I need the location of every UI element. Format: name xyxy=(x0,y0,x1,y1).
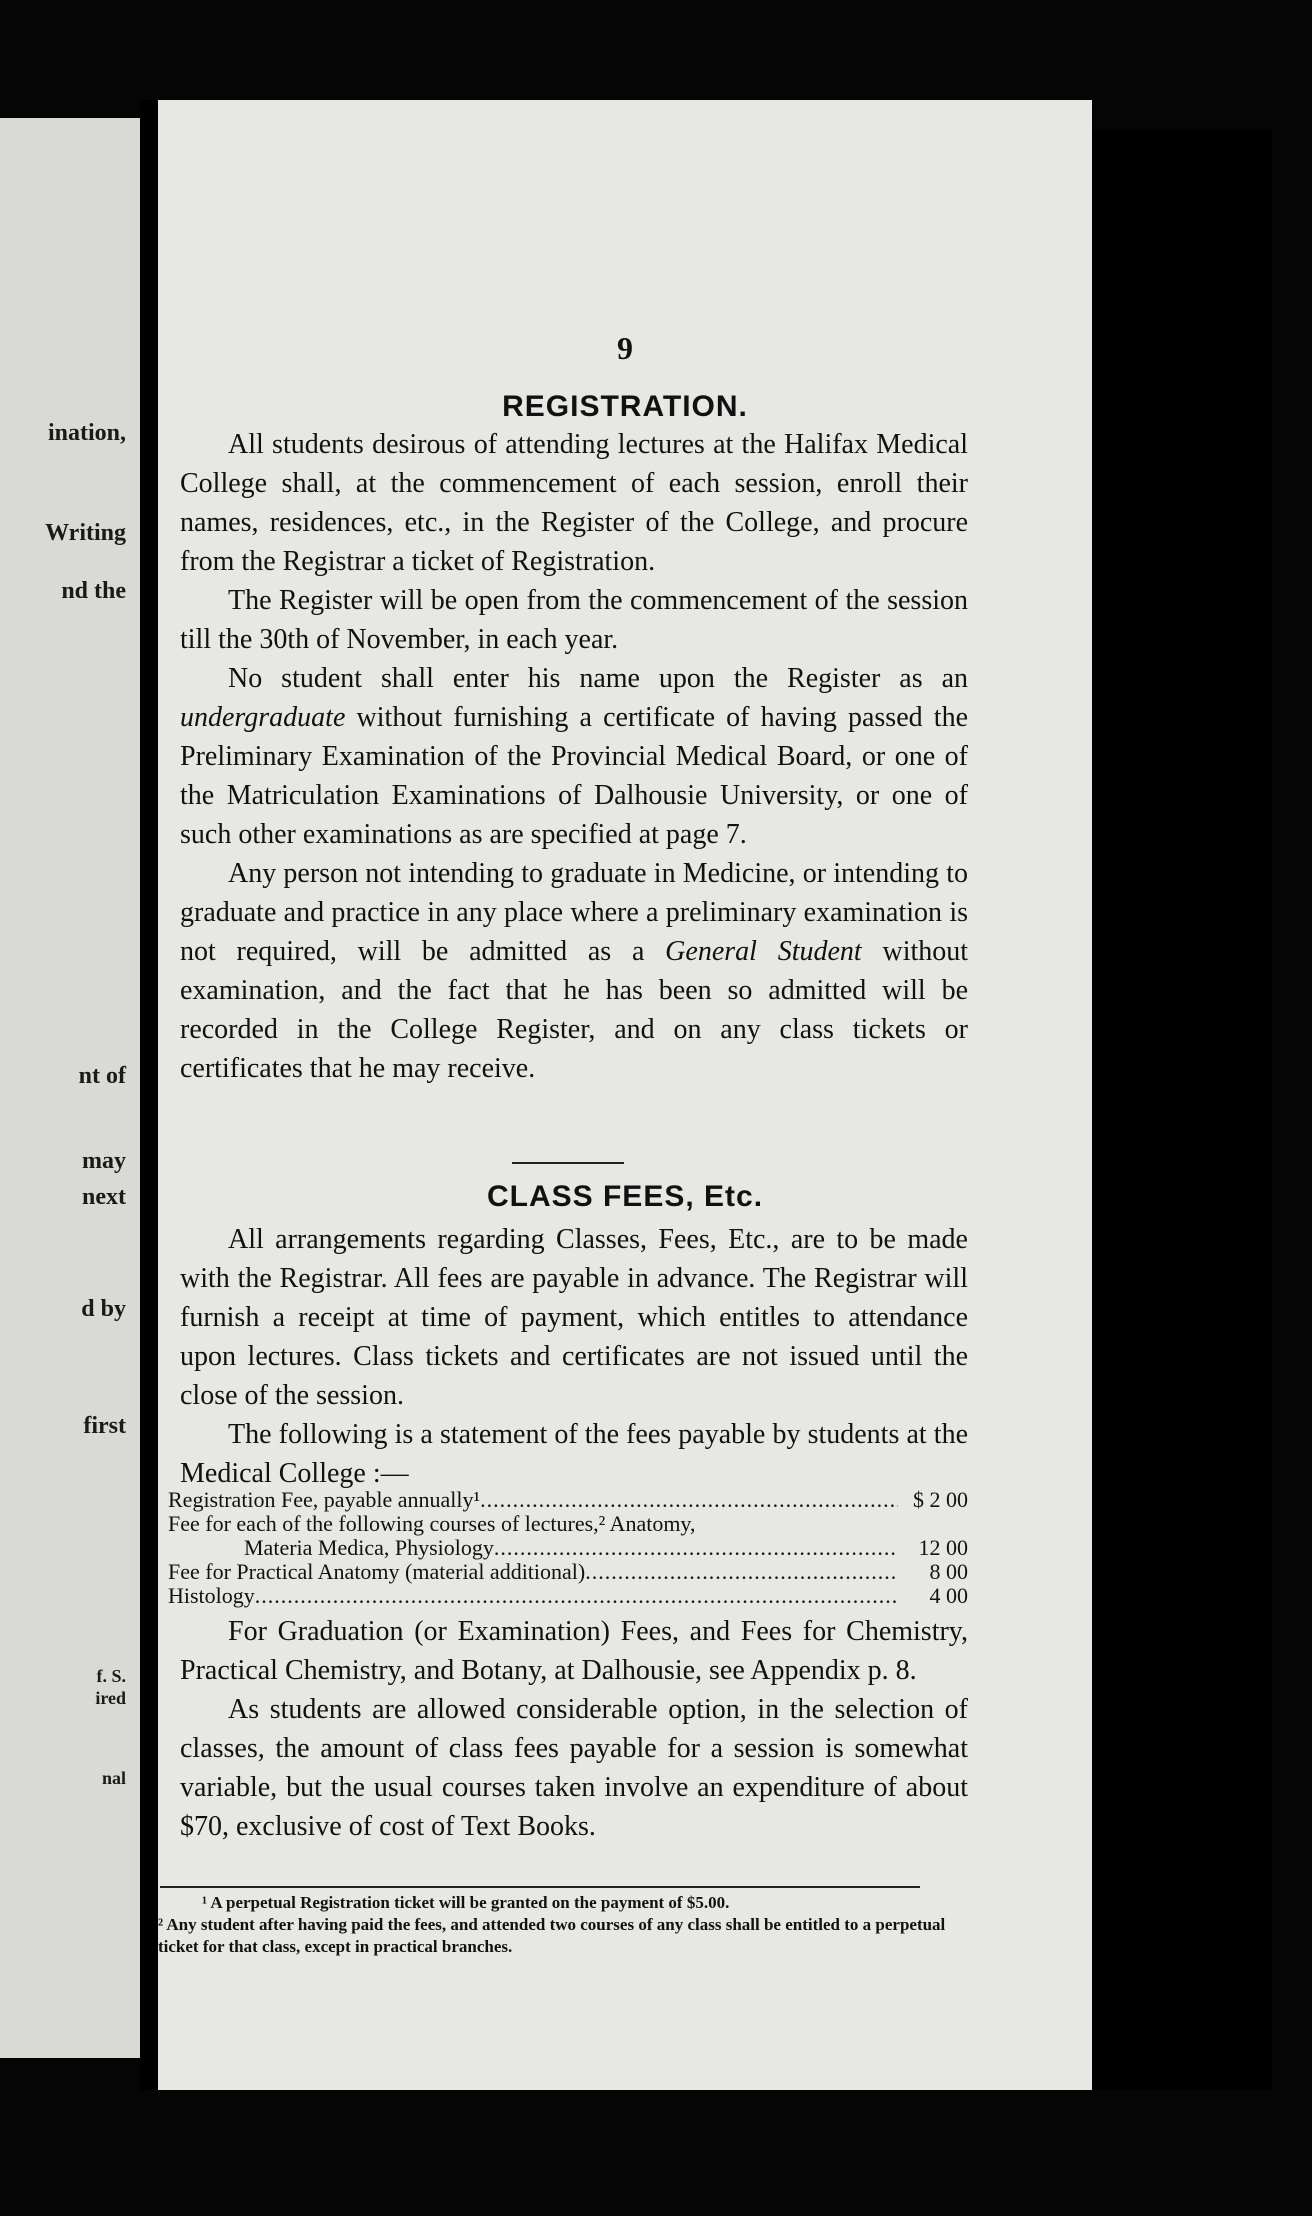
class-fees-heading: CLASS FEES, Etc. xyxy=(486,1180,764,1213)
left-fragment: d by xyxy=(81,1296,126,1322)
fee-row xyxy=(168,1488,968,1512)
registration-section xyxy=(180,425,968,1088)
class-fees-paragraph: All arrangements regarding Classes, Fees, Etc., are to be made with the Registrar. All fees are payable in advance. The Registrar will furnish a receipt at time of payment, which entitles to attendance upon lectures. Class tickets and certificates are not issued until the close of the session. xyxy=(180,1224,968,1411)
fee-table xyxy=(168,1488,968,1608)
class-fees-paragraph: For Graduation (or Examination) Fees, and Fees for Chemistry, Practical Chemistry, and Botany, at Dalhousie, see Appendix p. 8. xyxy=(180,1616,968,1686)
fee-label: Materia Medica, Physiology xyxy=(244,1535,494,1560)
dot-leader xyxy=(494,1536,898,1560)
fee-amount: $ 2 00 xyxy=(913,1487,968,1512)
section-divider xyxy=(512,1162,624,1164)
left-fragment: nal xyxy=(101,1768,126,1788)
dot-leader xyxy=(255,1584,898,1608)
fee-amount: 4 00 xyxy=(929,1583,968,1608)
fee-row xyxy=(168,1536,968,1560)
registration-paragraph: No student shall enter his name upon the Register as an undergraduate without furnishing a certificate of having passed the Preliminary Examination of the Provincial Medical Board, or one of the Matriculation Examinations of Dalhousie University, or one of such other examinations as are specified at page 7. xyxy=(180,663,968,850)
left-fragment: ination, xyxy=(47,420,126,446)
dot-leader xyxy=(480,1488,898,1512)
dot-leader xyxy=(585,1560,898,1584)
fee-row xyxy=(168,1560,968,1584)
registration-paragraph: All students desirous of attending lectures at the Halifax Medical College shall, at the commencement of each session, enroll their names, residences, etc., in the Register of the College, and procure from the Registrar a ticket of Registration. xyxy=(180,429,968,577)
fee-label: Fee for Practical Anatomy (material additional) xyxy=(168,1559,586,1584)
registration-paragraph: Any person not intending to graduate in Medicine, or intending to graduate and practice in any place where a preliminary examination is not required, will be admitted as a General Student without examination, and the fact that he has been so admitted will be recorded in the College Register, and on any class tickets or certificates that he may receive. xyxy=(180,858,969,1084)
fee-label: Histology xyxy=(168,1583,255,1608)
left-fragment: ired xyxy=(95,1688,126,1708)
registration-heading: REGISTRATION. xyxy=(502,390,748,423)
document-page xyxy=(158,100,1092,2090)
fee-row xyxy=(168,1584,968,1608)
fee-label: Registration Fee, payable annually¹ xyxy=(168,1487,481,1512)
page-gutter xyxy=(140,100,158,2090)
class-fees-section-continued xyxy=(180,1612,968,1846)
footnotes xyxy=(158,1892,978,1958)
scan-border xyxy=(1092,130,1272,2090)
left-fragment: next xyxy=(82,1184,126,1210)
general-student-term: General Student xyxy=(665,936,862,967)
fee-label: Fee for each of the following courses of lectures,² Anatomy, xyxy=(168,1511,696,1536)
left-fragment: first xyxy=(83,1413,126,1439)
left-fragment: nt of xyxy=(78,1063,126,1089)
fee-row xyxy=(168,1512,968,1536)
fee-amount: 12 00 xyxy=(918,1535,968,1560)
footnote-1: ¹ A perpetual Registration ticket will be granted on the payment of $5.00. xyxy=(202,1893,730,1912)
footnote-2: ² Any student after having paid the fees, and attended two courses of any class shall be entitled to a perpetual ticket for that class, except in practical branches. xyxy=(158,1915,946,1956)
undergraduate-term: undergraduate xyxy=(180,702,346,733)
class-fees-section xyxy=(180,1220,968,1493)
registration-paragraph: The Register will be open from the commencement of the session till the 30th of November, in each year. xyxy=(180,585,968,655)
class-fees-paragraph: As students are allowed considerable option, in the selection of classes, the amount of class fees payable for a session is somewhat variable, but the usual courses taken involve an expenditure of about $70, exclusive of cost of Text Books. xyxy=(180,1694,968,1842)
footnote-rule xyxy=(160,1886,920,1888)
left-fragment: may xyxy=(82,1148,126,1174)
class-fees-paragraph: The following is a statement of the fees payable by students at the Medical College :— xyxy=(180,1419,968,1489)
left-fragment: f. S. xyxy=(96,1666,126,1686)
left-fragment: Writing xyxy=(45,520,126,546)
page-number: 9 xyxy=(617,330,633,366)
left-page-fragment xyxy=(0,118,140,2058)
fee-amount: 8 00 xyxy=(929,1559,968,1584)
left-fragment: nd the xyxy=(61,578,126,604)
